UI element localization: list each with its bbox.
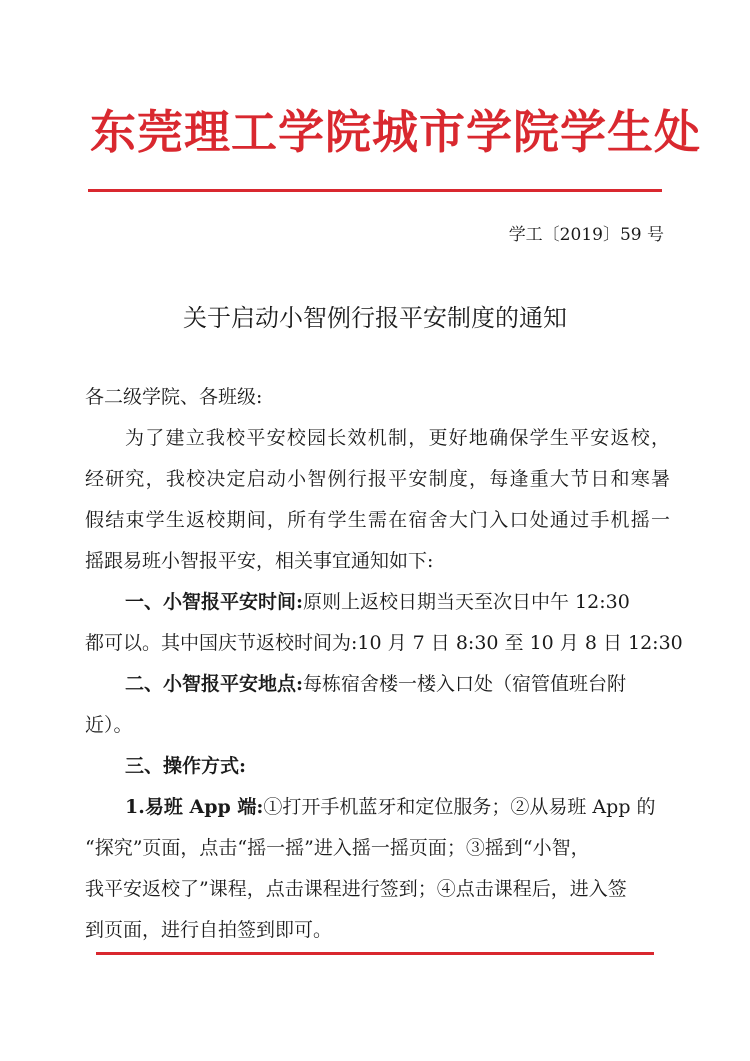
step-1-heading: 1.易班 App 端: (125, 796, 264, 818)
step-1-continued: “探究”页面，点击“摇一摇”进入摇一摇页面；③摇到“小智， (85, 837, 590, 859)
section-1-heading: 一、小智报平安时间: (125, 591, 304, 613)
section-2-continued: 近）。 (85, 714, 133, 736)
document-number: 学工〔2019〕59 号 (508, 225, 664, 245)
intro-line: 摇跟易班小智报平安，相关事宜通知如下: (85, 550, 434, 572)
document-body (85, 377, 683, 951)
document-title: 关于启动小智例行报平安制度的通知 (183, 304, 567, 332)
header-red-rule (88, 189, 662, 192)
step-1-text: ①打开手机蓝牙和定位服务；②从易班 App 的 (263, 796, 656, 818)
section-2 (85, 664, 670, 705)
section-1-continued: 都可以。其中国庆节返校时间为:10 月 7 日 8:30 至 10 月 8 日 12:30 (85, 632, 683, 654)
section-2-text: 每栋宿舍楼一楼入口处（宿管值班台附 (303, 673, 627, 695)
intro-line: 假结束学生返校期间，所有学生需在宿舍大门入口处通过手机摇一 (85, 509, 670, 531)
footer-red-rule (96, 952, 654, 955)
section-3 (85, 746, 670, 787)
intro-line: 经研究，我校决定启动小智例行报平安制度，每逢重大节日和寒暑 (85, 468, 670, 490)
section-2-heading: 二、小智报平安地点: (125, 673, 304, 695)
intro-line: 为了建立我校平安校园长效机制，更好地确保学生平安返校， (125, 427, 670, 449)
step-1-continued: 我平安返校了”课程，点击课程进行签到；④点击课程后，进入签 (85, 878, 627, 900)
section-3-heading: 三、操作方式: (125, 755, 247, 777)
step-1-continued: 到页面，进行自拍签到即可。 (85, 919, 333, 941)
section-1 (85, 582, 670, 623)
issuing-organization: 东莞理工学院城市学院学生处 (90, 105, 701, 159)
salutation: 各二级学院、各班级: (85, 386, 263, 408)
step-1 (85, 787, 670, 828)
section-1-text: 原则上返校日期当天至次日中午 12:30 (303, 591, 630, 613)
